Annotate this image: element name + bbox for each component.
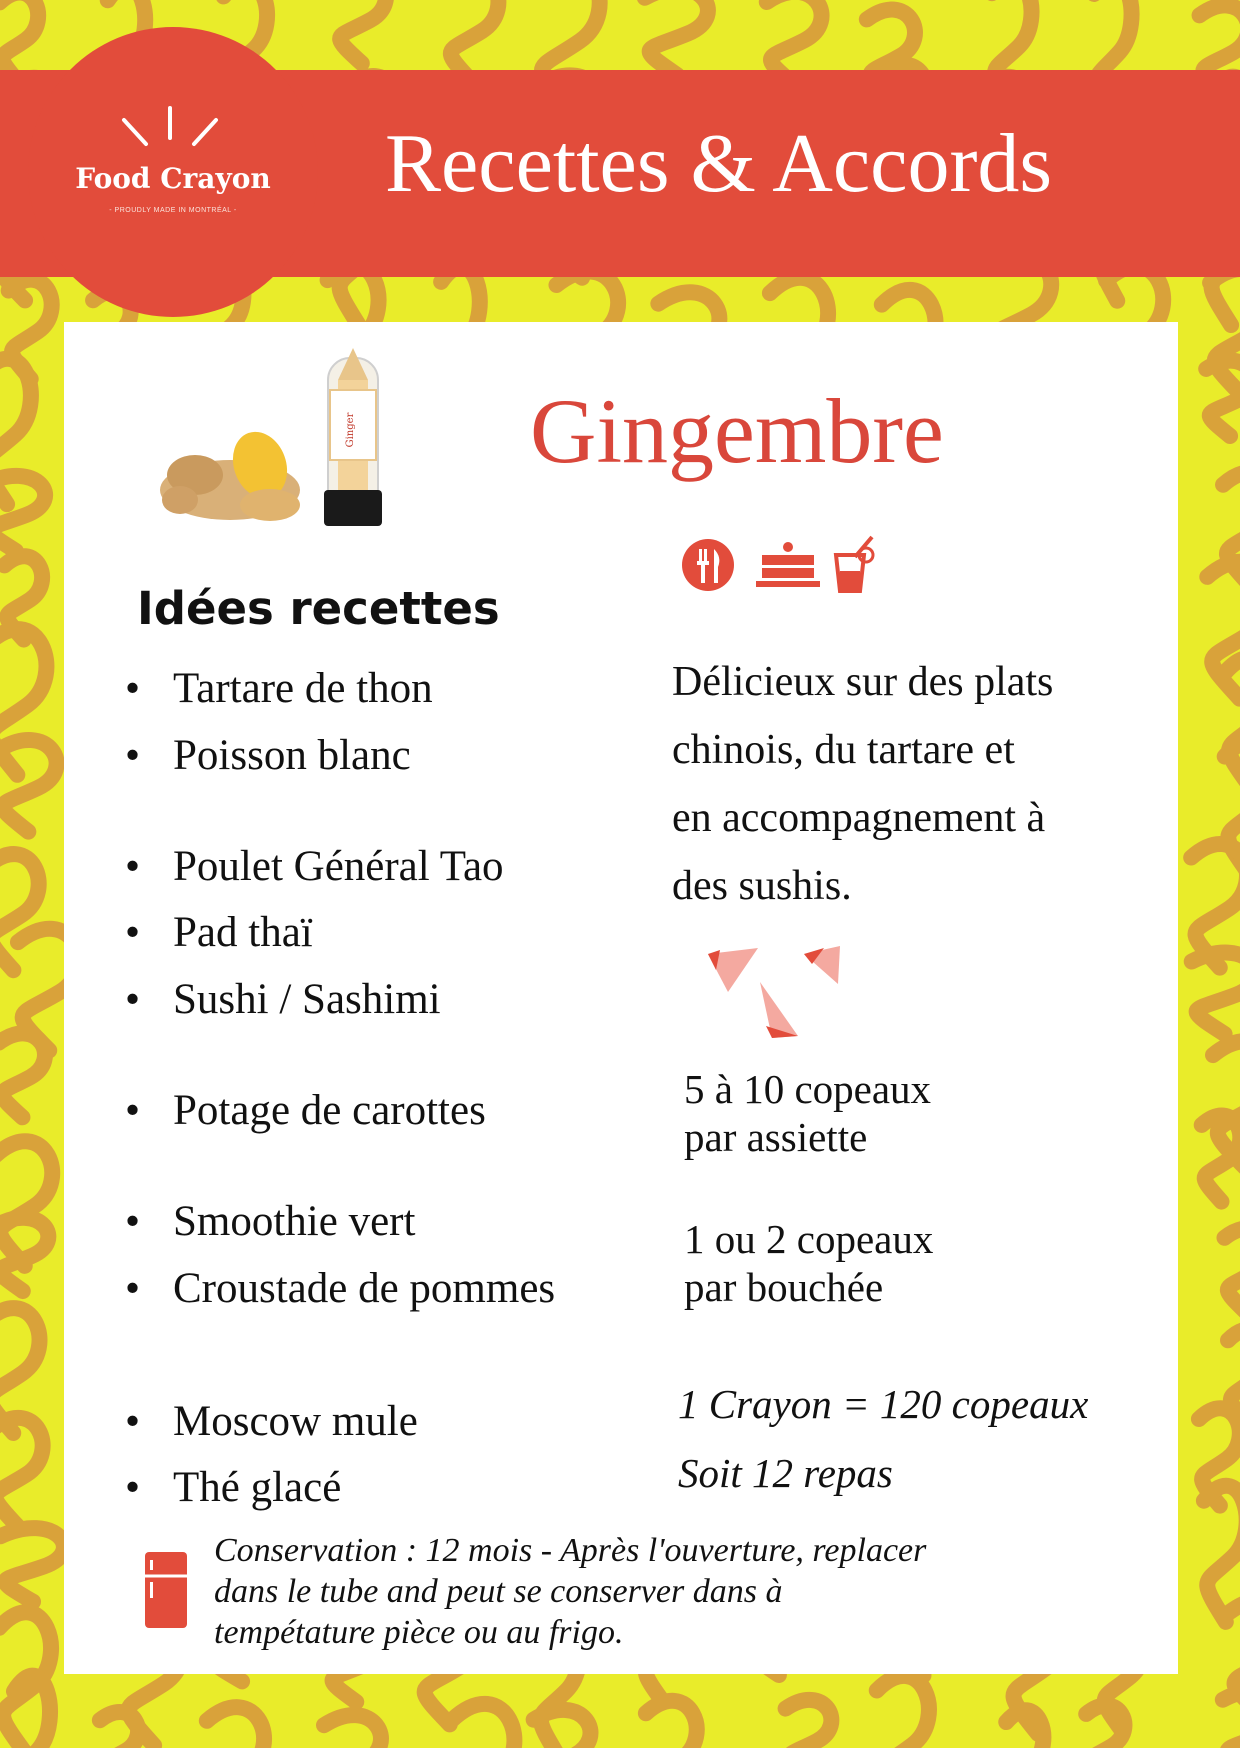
logo-tagline: - PROUDLY MADE IN MONTRÉAL -	[109, 207, 237, 214]
meal-type-icons	[680, 535, 900, 595]
logo-name: Food Crayon	[75, 162, 271, 195]
pattern-squiggle	[0, 854, 39, 970]
list-item-label: Pad thaï	[173, 909, 313, 956]
pattern-squiggle	[1226, 658, 1240, 785]
conservation-line: dans le tube and peut se conserver dans à	[214, 1573, 783, 1610]
list-item: • Pad thaï	[125, 909, 313, 956]
list-item-label: Croustade de pommes	[173, 1265, 556, 1312]
pattern-squiggle	[645, 0, 708, 75]
list-item: • Poulet Général Tao	[125, 843, 504, 890]
pattern-squiggle	[1224, 1228, 1240, 1312]
pattern-squiggle	[786, 1700, 832, 1748]
ideas-title: Idées recettes	[137, 582, 500, 635]
conservation-note	[214, 1530, 1114, 1653]
page-title: Recettes & Accords	[385, 117, 1053, 210]
list-item-label: Poisson blanc	[173, 732, 411, 779]
list-item-label: Moscow mule	[173, 1398, 418, 1445]
quantity-per-plate	[684, 1065, 1104, 1161]
list-item: • Thé glacé	[125, 1464, 342, 1511]
conservation-line: tempétature pièce ou au frigo.	[214, 1614, 624, 1651]
quantity-line: 5 à 10 copeaux	[684, 1066, 932, 1112]
cake-icon	[756, 542, 820, 587]
fridge-icon	[143, 1550, 189, 1630]
list-item: • Tartare de thon	[125, 665, 433, 712]
list-item: • Moscow mule	[125, 1398, 418, 1445]
quantity-per-bite	[684, 1215, 1104, 1311]
list-item-label: Sushi / Sashimi	[173, 976, 441, 1023]
list-item: • Croustade de pommes	[125, 1265, 556, 1312]
shavings-icon	[700, 940, 850, 1040]
pattern-squiggle	[0, 1033, 45, 1117]
crayon-tube-icon	[324, 348, 382, 526]
ginger-root-icon	[160, 424, 300, 521]
pattern-squiggle	[1, 1528, 64, 1602]
pattern-squiggle	[1223, 1690, 1240, 1748]
pattern-squiggle	[207, 1707, 264, 1748]
pattern-squiggle	[1086, 1705, 1124, 1748]
pattern-squiggle	[336, 0, 386, 63]
list-item-label: Thé glacé	[173, 1464, 342, 1511]
logo-rays-icon	[110, 100, 230, 160]
list-item-label: Smoothie vert	[173, 1198, 416, 1245]
quantity-line: 1 ou 2 copeaux	[684, 1216, 934, 1262]
yield-meals: Soit 12 repas	[678, 1450, 893, 1496]
pattern-squiggle	[1210, 269, 1240, 395]
list-item-label: Poulet Général Tao	[173, 843, 504, 890]
pattern-squiggle	[100, 1712, 138, 1748]
pattern-squiggle	[0, 476, 45, 551]
yield-ratio: 1 Crayon = 120 copeaux	[678, 1381, 1089, 1427]
quantity-line: par bouchée	[684, 1264, 884, 1310]
description-line: chinois, du tartare et	[672, 727, 1015, 773]
list-item-label: Tartare de thon	[173, 665, 433, 712]
description-line: Délicieux sur des plats	[672, 659, 1054, 705]
drink-icon	[836, 537, 873, 591]
quantity-line: par assiette	[684, 1114, 868, 1160]
list-item: • Sushi / Sashimi	[125, 976, 441, 1023]
pattern-squiggle	[646, 1701, 697, 1748]
description-line: en accompagnement à	[672, 795, 1046, 841]
conservation-line: Conservation : 12 mois - Après l'ouverture, replacer	[214, 1532, 927, 1569]
product-image	[150, 340, 410, 550]
description	[672, 648, 1152, 920]
list-item-label: Potage de carottes	[173, 1087, 486, 1134]
list-item: • Poisson blanc	[125, 732, 411, 779]
pattern-squiggle	[452, 1704, 514, 1748]
pattern-squiggle	[877, 1676, 929, 1748]
product-title: Gingembre	[530, 380, 944, 482]
list-item: • Smoothie vert	[125, 1198, 416, 1245]
description-line: des sushis.	[672, 863, 852, 909]
list-item: • Potage de carottes	[125, 1087, 486, 1134]
svg-text:Ginger: Ginger	[345, 412, 356, 448]
utensils-icon	[682, 539, 734, 591]
pattern-squiggle	[324, 1715, 381, 1748]
